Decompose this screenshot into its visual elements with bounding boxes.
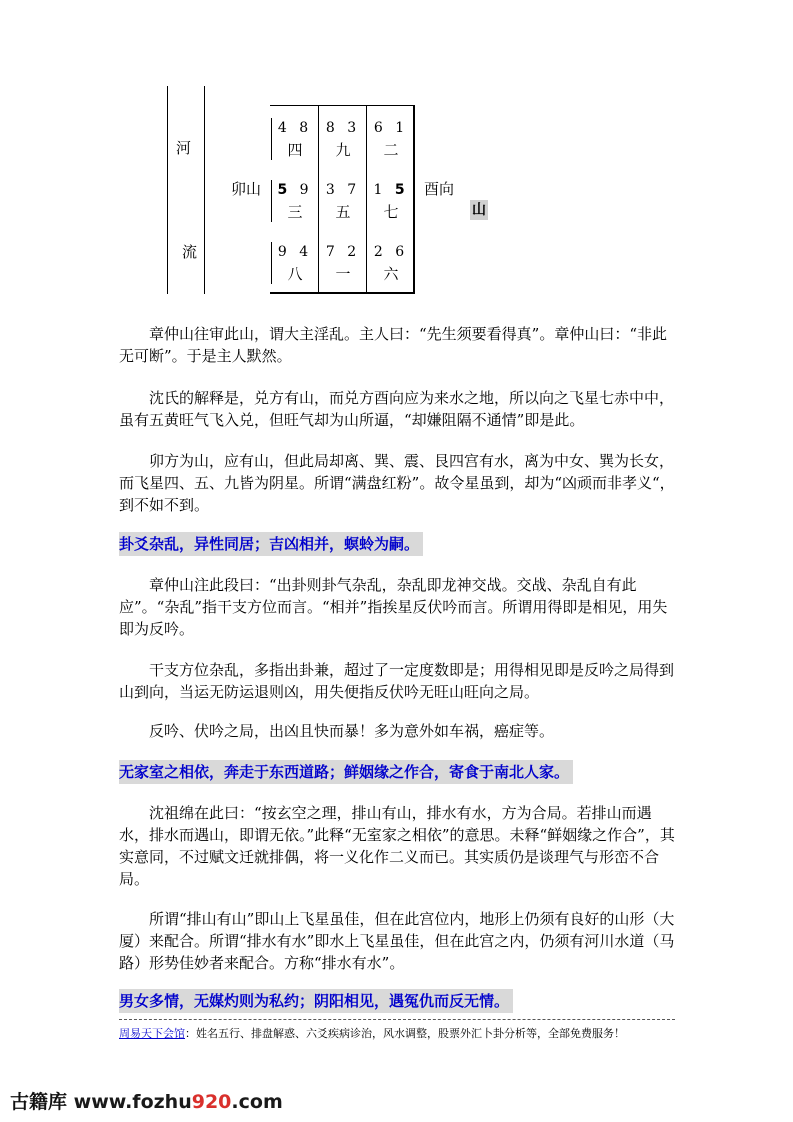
palace-center: 3 7 五 bbox=[325, 182, 361, 221]
grid-sep-2 bbox=[366, 105, 367, 293]
palace-west: 1 5 七 bbox=[373, 182, 409, 221]
bracket-line-left bbox=[167, 86, 168, 294]
palace-south: 8 3 九 bbox=[325, 120, 361, 159]
paragraph-1: 章仲山往审此山，谓大主淫乱。主人曰：“先生须要看得真”。章仲山曰：“非此无可断”。于是主人默然。 bbox=[119, 325, 668, 365]
mountain-mark: 山 bbox=[472, 202, 486, 218]
footer-note bbox=[119, 1026, 679, 1042]
palace-southwest: 6 1 二 bbox=[373, 120, 409, 159]
paragraph-5: 干支方位杂乱，多指出卦兼，超过了一定度数即是；用得相见即是反吟之局得到山到向，当运无防运退则凶，用失便指反伏吟无旺山旺向之局。 bbox=[119, 661, 675, 701]
palace-northeast: 9 4 八 bbox=[277, 244, 313, 283]
footer-divider bbox=[119, 1019, 675, 1020]
paragraph-3: 卯方为山，应有山，但此局却离、巽、震、艮四宫有水，离为中女、巽为长女，而飞星四、五、九皆为阴星。所谓“满盘红粉”。故令星虽到，却为“凶顽而非孝义“，到不如不到。 bbox=[119, 452, 675, 514]
watermark-prefix: 古籍库 bbox=[10, 1091, 68, 1113]
site-watermark bbox=[10, 1090, 283, 1114]
watermark-domain-a: www.fozhu bbox=[73, 1091, 192, 1113]
grid-sep-1 bbox=[318, 105, 319, 293]
footer-link[interactable]: 周易天下会馆 bbox=[119, 1027, 185, 1040]
palace-northwest: 2 6 六 bbox=[373, 244, 409, 283]
grid-top-border bbox=[270, 105, 415, 106]
palace-north: 7 2 一 bbox=[325, 244, 361, 283]
label-flow: 流 bbox=[182, 243, 198, 261]
grid-bottom-border bbox=[270, 292, 415, 294]
section-heading-3: 男女多情，无媒灼则为私约；阴阳相见，遇冤仇而反无情。 bbox=[119, 989, 513, 1013]
paragraph-6: 反吟、伏吟之局，出凶且快而暴！多为意外如车祸，癌症等。 bbox=[149, 722, 555, 740]
label-mao-mountain: 卯山 bbox=[231, 180, 262, 198]
label-river: 河 bbox=[176, 139, 192, 157]
paragraph-4: 章仲山注此段曰：“出卦则卦气杂乱，杂乱即龙神交战。交战、杂乱自有此应”。“杂乱”指干支方位而言。“相并”指挨星反伏吟而言。所谓用得即是相见，用失即为反吟。 bbox=[119, 576, 668, 638]
footer-text: ：姓名五行、排盘解惑、六爻疾病诊治，风水调整，股票外汇卜卦分析等，全部免费服务！ bbox=[185, 1027, 625, 1040]
palace-southeast: 4 8 四 bbox=[277, 120, 313, 159]
label-you-facing: 酉向 bbox=[424, 180, 455, 198]
paragraph-8: 所谓“排山有山”即山上飞星虽佳，但在此宫位内，地形上仍须有良好的山形（大厦）来配合。所谓“排水有水”即水上飞星虽佳，但在此宫之内，仍须有河川水道（马路）形势佳妙者来配合。方称“排水有水”。 bbox=[119, 910, 675, 972]
bracket-line-right bbox=[204, 86, 205, 294]
paragraph-7: 沈祖绵在此曰：“按玄空之理，排山有山，排水有水，方为合局。若排山而遇水，排水而遇山，即谓无依。”此释“无室家之相依”的意思。未释“鲜姻缘之作合”，其实意同，不过赋文迁就排偶，将一义化作二义而已。其实质仍是谈理气与形峦不合局。 bbox=[119, 804, 675, 888]
section-heading-2: 无家室之相依，奔走于东西道路；鲜姻缘之作合，寄食于南北人家。 bbox=[119, 760, 573, 784]
watermark-domain-b: .com bbox=[231, 1091, 283, 1113]
palace-east: 5 9 三 bbox=[277, 182, 313, 221]
section-heading-1: 卦爻杂乱，异性同居；吉凶相并，螟蛉为嗣。 bbox=[119, 532, 423, 556]
watermark-domain-digits: 920 bbox=[191, 1091, 232, 1113]
paragraph-2: 沈氏的解释是，兑方有山，而兑方酉向应为来水之地，所以向之飞星七赤中中，虽有五黄旺气飞入兑，但旺气却为山所逼，“却嫌阻隔不通情”即是此。 bbox=[119, 389, 675, 429]
